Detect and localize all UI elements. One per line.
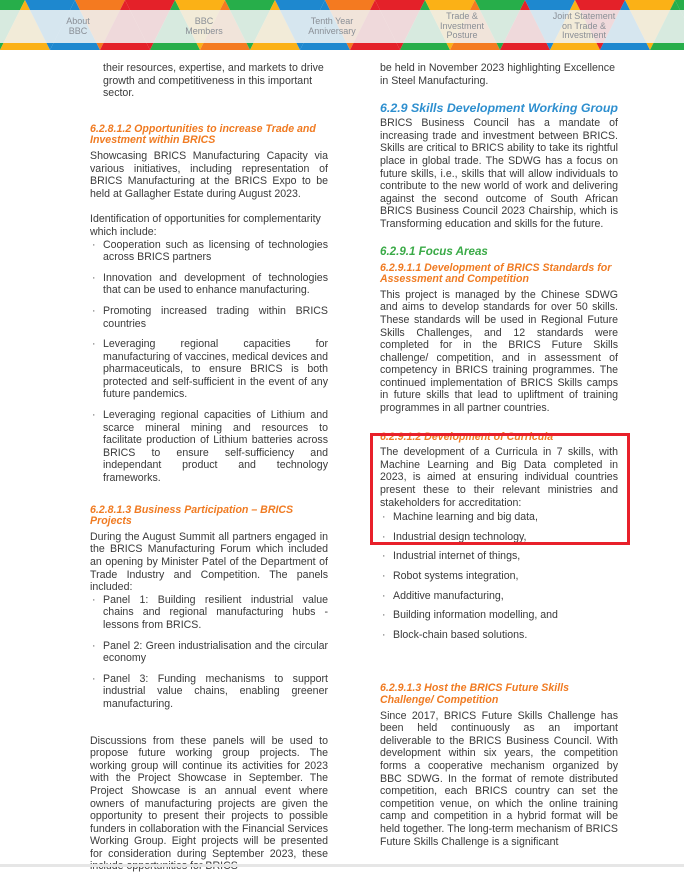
nav-about-bbc[interactable]: About BBC <box>66 16 90 36</box>
list-item: · Robot systems integration, <box>382 570 519 582</box>
paragraph-curricula: The development of a Curricula in 7 skills, with Machine Learning and Big Data completed in 2023, is aimed at ensuring individual countries present these to their relevant ministries and stakeholders for accreditation: <box>380 446 618 509</box>
paragraph-identification: Identification of opportunities for complementarity which include: <box>90 213 321 238</box>
list-item: · Panel 2: Green industrialisation and the circular economy <box>92 639 328 665</box>
heading-skills-development: 6.2.9 Skills Development Working Group <box>380 101 619 116</box>
nav-bbc-members[interactable]: BBC Members <box>185 16 223 36</box>
bullet-icon: · <box>92 409 96 422</box>
list-item: · Industrial design technology, <box>382 530 527 543</box>
list-item: · Block-chain based solutions. <box>382 628 528 641</box>
bullet-icon: · <box>382 628 386 641</box>
heading-opportunities-trade: 6.2.8.1.2 Opportunities to increase Trade and Investment within BRICS <box>90 122 316 147</box>
bullet-icon: · <box>382 530 386 543</box>
list-item: · Cooperation such as licensing of technologies across BRICS partners <box>92 238 328 264</box>
list-item: · Building information modelling, and <box>382 609 558 622</box>
paragraph-standards: This project is managed by the Chinese SDWG and aims to develop standards for over 50 skills. These standards will be used in Regional Future Skills Challenges, and 12 standards were completed for in the BRICS Future Skills challenge/ competition, and in assessment of competency in BRICS training programmes. The continued implementation of BRICS Skills camps in future skills that lead to upliftment of training programmes in all partner countries. <box>380 288 618 415</box>
paragraph-showcasing: Showcasing BRICS Manufacturing Capacity via various initiatives, including representation of BRICS Manufacturing at the BRICS Expo to be held at Gallagher Estate during August 2023. <box>90 149 328 200</box>
panels-list <box>90 594 328 711</box>
bullet-icon: · <box>382 589 386 602</box>
heading-curricula: 6.2.9.1.2 Development of Curricula <box>380 430 554 443</box>
bullet-icon: · <box>382 609 386 622</box>
bullet-icon: · <box>382 570 386 582</box>
nav-tenth-year-anniversary[interactable]: Tenth Year Anniversary <box>308 16 356 36</box>
paragraph-august-summit: During the August Summit all partners engaged in the BRICS Manufacturing Forum which included an opening by Minister Patel of the Department of Trade Industry and Competition. The panels included: <box>90 530 328 594</box>
bullet-icon: · <box>92 593 96 606</box>
bullet-icon: · <box>382 550 386 563</box>
bullet-icon: · <box>382 511 386 524</box>
paragraph-discussions: Discussions from these panels will be used to propose future working group projects. The working group will continue its activities for 2023 with the Project Showcase in September. The Project Showcase is an annual event where owners of manufacturing projects are given the opportunity to present their projects to possible funders in collaboration with the Financial Services Working Group. Eight projects will be presented for consideration during September 2023, these <box>90 734 328 860</box>
bullet-icon: · <box>92 238 96 251</box>
list-item: · Panel 1: Building resilient industrial value chains and regional manufacturing hubs - lessons from BRICS. <box>92 593 328 631</box>
heading-business-participation: 6.2.8.1.3 Business Participation – BRICS Projects <box>90 503 294 528</box>
top-navigation <box>0 0 684 50</box>
nav-trade-investment-posture[interactable]: Trade & Investment Posture <box>439 11 485 41</box>
list-item: · Machine learning and big data, <box>382 511 538 524</box>
heading-focus-areas: 6.2.9.1 Focus Areas <box>380 244 488 258</box>
right-intro-text: be held in November 2023 highlighting Excellence in Steel Manufacturing. <box>380 62 615 87</box>
list-item: · Leveraging regional capacities of Lithium and scarce mineral mining and resources to facilitate production of Lithium batteries across BRICS to ensure self-sufficiency and independant product and technology frameworks. <box>92 409 328 485</box>
paragraph-future-skills: Since 2017, BRICS Future Skills Challenge has been held continuously as an important deliverable to the BRICS Business Council. With development within six years, the competition forms a cooperative mechanism organized by BBC SDWG. In the format of remote distributed competition, each BRICS country can set the competition venue, on which the online training camp and competition in a hybrid format will be held together. The long-term mechanism of BRICS Future Skills Challenge is a significant <box>380 709 618 848</box>
left-column <box>90 62 328 873</box>
list-item: · Industrial internet of things, <box>382 550 521 563</box>
curricula-list <box>380 511 618 641</box>
heading-brics-standards: 6.2.9.1.1 Development of BRICS Standards for Assessment and Competition <box>380 261 612 286</box>
bullet-icon: · <box>92 639 96 652</box>
bullet-icon: · <box>92 304 96 317</box>
list-item: · Leveraging regional capacities for manufacturing of vaccines, medical devices and pharmaceuticals, to ensure BRICS is both protected and self-sufficient in the event of any future pandemics. <box>92 338 328 401</box>
left-intro-text: their resources, expertise, and markets to drive growth and competitiveness in this important sector. <box>103 62 324 100</box>
bullet-icon: · <box>92 271 96 284</box>
heading-future-skills-challenge: 6.2.9.1.3 Host the BRICS Future Skills Challenge/ Competition <box>380 682 569 706</box>
list-item: · Panel 3: Funding mechanisms to support industrial value chains, enabling greener manufacturing. <box>92 672 328 710</box>
list-item: · Innovation and development of technologies that can be used to enhance manufacturing. <box>92 271 328 297</box>
list-item: · Promoting increased trading within BRICS countries <box>92 304 328 330</box>
right-column <box>380 62 618 848</box>
opportunities-list <box>90 239 328 485</box>
bullet-icon: · <box>92 672 96 685</box>
list-item: · Additive manufacturing, <box>382 589 504 602</box>
nav-joint-statement[interactable]: Joint Statement on Trade & Investment <box>552 11 616 41</box>
bullet-icon: · <box>92 338 96 351</box>
paragraph-brics-mandate: BRICS Business Council has a mandate of increasing trade and investment between BRICS. Skills are critical to BRICS ability to take its rightful place in global trade. The SDWG has a focus on future skills, i.e., skills that will allow individuals to contribute to the new world of work and delivering against the second outcome of South African BRICS Business Council 2023 Chairship, which is Transforming education and skills for the future. <box>380 117 618 230</box>
